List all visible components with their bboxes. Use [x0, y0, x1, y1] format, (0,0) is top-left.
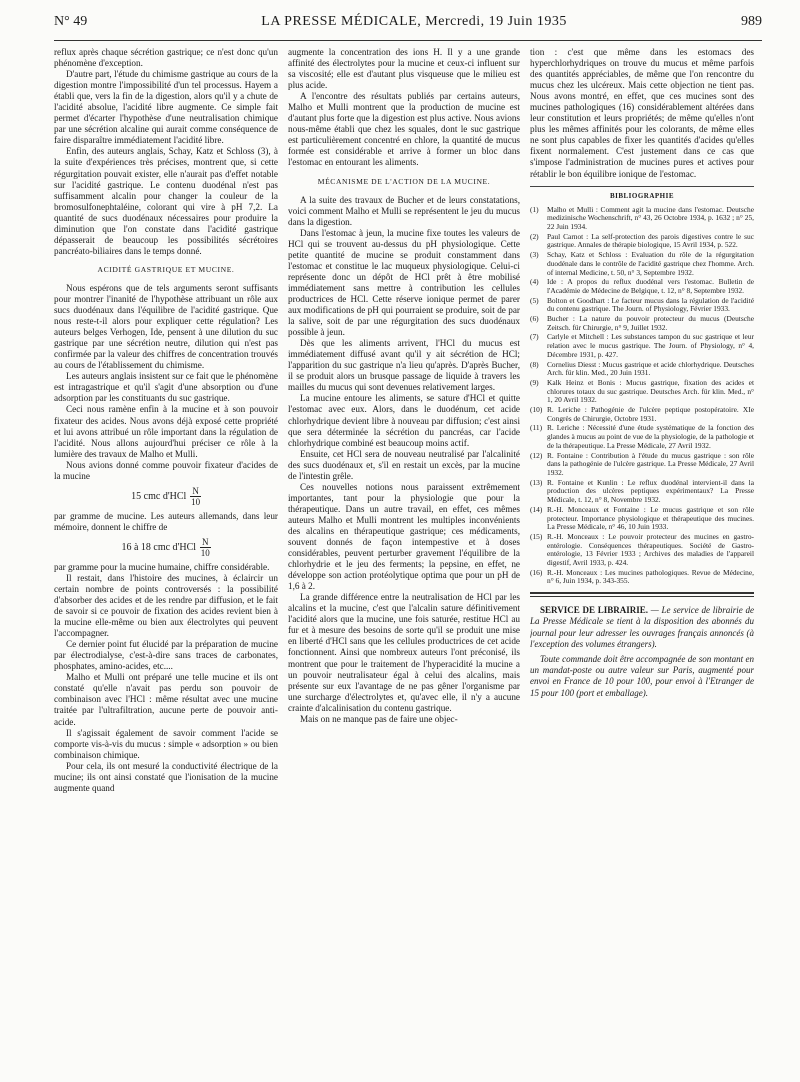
paragraph: par gramme pour la mucine humaine, chiffre considérable.: [54, 561, 270, 572]
bibliography-entry: [530, 297, 754, 314]
bibliography-number: (11): [530, 423, 543, 433]
bibliography-entry: [530, 406, 754, 423]
bibliography-number: (5): [530, 295, 539, 305]
bibliography-number: (8): [530, 359, 539, 369]
bibliography-number: (13): [530, 477, 543, 487]
fraction-denominator: 10: [191, 496, 201, 507]
paragraph: reflux après chaque sécrétion gastrique; ce n'est donc qu'un phénomène d'exception.: [54, 47, 278, 69]
bibliography-number: (2): [530, 231, 539, 241]
bibliography-number: (9): [530, 377, 539, 387]
bibliography-entry: [530, 506, 754, 532]
bibliography-number: (12): [530, 450, 543, 460]
bibliography-entry: [530, 315, 754, 332]
bibliography-entry: [530, 479, 754, 505]
divider: [530, 596, 754, 597]
notice-text: Toute commande doit être accompagnée de son montant en un mandat-poste ou autre valeur sur Paris, augmenté pour envoi en France de 10 pour 100, pour envoi à l'Etranger de 15 pour 100 (port et emballage).: [530, 653, 754, 698]
issue-number: N° 49: [54, 14, 88, 29]
column-3: [530, 47, 754, 1077]
paragraph: tion : c'est que même dans les estomacs des hyperchlorhydriques on trouve du mucus et même parfois des quantités appréciables, de même que l'on rencontre du mucus chez les ulcéreux. Mais cette objection ne tient pas. Nous avons montré, en effet, que ces mucines sont des mucines pathologiques (16) considérablement altérées dans leur constitution et leurs propriétés; de même qu'elles n'ont plus les mêmes affinités pour les colorants, de même elles ne sont plus capables de fixer les quantités d'acides qu'elles fixent normalement. C'est justement dans ce cas que s'impose l'administration de mucines pures et actives pour rétablir le bon équilibre ionique de l'estomac.: [530, 47, 754, 179]
column-1: [54, 47, 278, 1077]
bibliography-number: (6): [530, 314, 539, 324]
paragraph: par gramme de mucine. Les auteurs allemands, dans leur mémoire, donnent le chiffre de: [54, 510, 278, 532]
divider: [530, 592, 754, 594]
bibliography-number: (7): [530, 332, 539, 342]
bibliography-text: Bolton et Goodhart : Le facteur mucus dans la régulation de l'acidité du contenu gastrique. The Journ. of Physiology, Février 1933.: [547, 295, 754, 314]
bibliography-entry: [530, 424, 754, 450]
bibliography-text: R.-H. Monceaux et Fontaine : Le mucus gastrique et son rôle protecteur. Importance physiologique et thérapeutique des mucines. La Presse Médicale, n° 46, 10 Juin 1933.: [547, 504, 754, 532]
paragraph: Pour cela, ils ont mesuré la conductivité électrique de la mucine; ils ont ainsi constaté que l'ionisation de la mucine augmente quand: [54, 760, 278, 793]
formula: [54, 537, 278, 558]
bibliography-text: R. Leriche : Pathogénie de l'ulcère peptique postopératoire. XIe Congrès de Chirurgie, Octobre 1931.: [547, 405, 754, 423]
bibliography-text: Ide : A propos du reflux duodénal vers l'estomac. Bulletin de l'Académie de Médecine de Belgique, t. 12, n° 8, Septembre 1932.: [547, 277, 754, 295]
fraction: [200, 537, 211, 558]
bibliography-entry: [530, 533, 754, 568]
bibliography-list: [530, 206, 754, 587]
bibliography-text: Cornelius Diesst : Mucus gastrique et acide chlorhydrique. Deutsches Arch. für klin. Med., 20 Juin 1931.: [547, 359, 754, 378]
bibliography-text: Paul Carnot : La self-protection des parois digestives contre le suc gastrique. Annales de thérapie biologique, 15 Avril 1934, p. 522.: [547, 231, 754, 250]
paragraph: Dans l'estomac à jeun, la mucine fixe toutes les valeurs de HCl qui se trouvent au-dessus du pH physiologique. Cette petite quantité de mucine se produit constamment dans l'estomac et constitue le lac muqueux physiologique. Celui-ci représente donc un dépôt de HCl prêt à être mobilisé immédiatement sans mettre à contribution les cellules productrices de HCl. Cette réserve ionique permet de parer aux modifications de pH qui pourraient se produire, soit de par la salive, soit de par une régurgitation des sucs duodénaux possible à jeun.: [288, 227, 520, 338]
paragraph: Mais on ne manque pas de faire une objec-: [300, 713, 458, 724]
column-2: [288, 47, 520, 1077]
paragraph: Nous avions donné comme pouvoir fixateur d'acides de la mucine: [54, 459, 278, 481]
bibliography-entry: [530, 333, 754, 359]
library-service-notice: [530, 605, 754, 699]
bibliography-number: (15): [530, 531, 543, 541]
fraction: [190, 486, 201, 507]
bibliography-text: R. Leriche : Nécessité d'une étude systématique de la fonction des glandes à mucus au point de vue de la physiologie, de la pathologie et de la thérapeutique. La Presse Médicale, 27 Avril 1932.: [547, 423, 754, 450]
bibliography-number: (10): [530, 405, 543, 415]
fraction-numerator: N: [192, 485, 199, 496]
page-number: 989: [741, 14, 762, 29]
bibliography-text: R.-H. Monceaux : Le pouvoir protecteur des mucines en gastro-entérologie. Conséquences thérapeutiques. Société de Gastro-entérologie, 13 Février 1933 ; Archives des maladies de l'appareil digestif, Avril 1933, p. 424.: [547, 531, 754, 568]
bibliography-entry: [530, 379, 754, 405]
paragraph: D'autre part, l'étude du chimisme gastrique au cours de la digestion montre l'impossibilité d'un tel processus. Hayem a établi que, vers la fin de la digestion, alors qu'il y a chute de l'acidité absolue, l'acidité libre augmente. Ce simple fait permet d'écarter l'hypothèse d'une neutralisation chimique par une sécrétion alcaline qui aurait comme conséquence de faire disparaître immédiatement l'acidité libre.: [54, 69, 278, 146]
bibliography-number: (16): [530, 567, 543, 577]
paragraph: Malho et Mulli ont préparé une telle mucine et ils ont constaté qu'elle n'avait pas perdu son pouvoir de combinaison avec l'HCl : même résultat avec une mucine traitée par l'ultrafiltration, aucune perte de pouvoir anti-acide.: [54, 672, 278, 727]
bibliography-text: R. Fontaine et Kunlin : Le reflux duodénal intervient-il dans la production des ulcères peptiques expérimentaux? La Presse Médicale, t. 12, n° 8, Novembre 1932.: [547, 477, 754, 505]
paragraph: Enfin, des auteurs anglais, Schay, Katz et Schloss (3), à la suite d'expériences très précises, montrent que, si cette régurgitation pouvait exister, elle n'aurait pas d'effet notable sur l'acidité gastrique. Le contenu duodénal n'est pas suffisamment alcalin pour changer la couleur de la bromosulfonephtaléine, colorant qui vire à pH 7,2. La quantité de sucs duodénaux nécessaires pour produire la diminution que l'on constate dans l'acidité gastrique dépasserait de beaucoup les possibilités sécrétoires pancréato-biliaires dans le temps donné.: [54, 146, 278, 256]
bibliography-entry: [530, 569, 754, 586]
paragraph: augmente la concentration des ions H. Il y a une grande affinité des électrolytes pour la mucine et ceux-ci influent sur sa viscosité; elle est d'autant plus visqueuse que le milieu est plus acide.: [288, 47, 520, 91]
journal-title: LA PRESSE MÉDICALE, Mercredi, 19 Juin 1935: [261, 14, 567, 29]
paragraph: Nous espérons que de tels arguments seront suffisants pour montrer l'inanité de l'hypothèse attribuant un rôle aux sucs duodénaux dans l'équilibre de l'acidité gastrique. Que nous reste-t-il alors pour expliquer cette régulation? Les auteurs belges Verhogen, Ide, pensent à une dilution du suc gastrique par une sécrétion neutre, dilution qui n'est pas confirmée par la valeur des chiffres de concentration trouvés au cours de l'établissement du chimisme.: [54, 282, 278, 371]
bibliography-text: Carlyle et Mitchell : Les substances tampon du suc gastrique et leur relation avec le mucus gastrique. The Journ. of Physiology, n° 4, Décembre 1931, p. 427.: [547, 332, 754, 359]
paragraph: Les auteurs anglais insistent sur ce fait que le phénomène est intragastrique et qu'il s'agit d'une absorption ou d'une adsorption par les constituants du suc gastrique.: [54, 371, 278, 404]
notice-lead: SERVICE DE LIBRAIRIE.: [540, 605, 648, 616]
bibliography-text: Bucher : La nature du pouvoir protecteur du mucus (Deutsche Zeitsch. für Chirurgie, n° 9, Juillet 1932.: [547, 314, 754, 332]
paragraph: La mucine entoure les aliments, se sature d'HCl et quitte l'estomac avec eux. Alors, dans le duodénum, cet acide chlorhydrique devient libre à nouveau par diffusion; c'est ainsi que sera déterminée la sécrétion du pancréas, car l'acide chlorhydrique combiné est beaucoup moins actif.: [288, 393, 520, 448]
bibliography-heading: BIBLIOGRAPHIE: [530, 186, 754, 202]
paragraph: Ceci nous ramène enfin à la mucine et à son pouvoir fixateur des acides. Nous avons déjà exposé cette propriété et lui avons attribué un rôle important dans la régulation de l'acidité. Nous allons aujourd'hui préciser ce rôle à la lumière des travaux de Malho et Mulli.: [54, 404, 278, 459]
paragraph: Dès que les aliments arrivent, l'HCl du mucus est immédiatement diffusé avant qu'il y ait sécrétion de HCl; l'apparition du suc gastrique n'a lieu qu'après. D'après Bucher, il se produit alors un brusque passage de liquide à travers les mailles du mucus qui sont devenues relativement larges.: [288, 338, 520, 393]
paragraph: La grande différence entre la neutralisation de HCl par les alcalins et la mucine, c'est que l'alcalin sature définitivement l'acidité alors que la mucine, une fois saturée, restitue HCl au fur et à mesure des besoins de sorte qu'il se produit une mise en liberté d'HCl sans que les cellules productrices de cet acide fonctionnent. Ainsi que nombreux auteurs l'ont préconisé, ils montrent que pour le traitement de l'hyperacidité la mucine a un pouvoir neutralisateur égal à celui des alcalins, mais présente sur eux l'avantage de ne pas gêner l'organisme par une surcharge d'électrolytes et, qu'avec elle, il n'y a aucune crainte d'alcalinisation du contenu gastrique.: [288, 592, 520, 713]
bibliography-text: R. Fontaine : Contribution à l'étude du mucus gastrique : son rôle dans la pathogénie de l'ulcère gastrique. La Presse Médicale, 27 Avril 1932.: [547, 450, 754, 477]
paragraph: Ces nouvelles notions nous paraissent extrêmement importantes, tant pour la physiologie que pour la thérapeutique. Dans un autre travail, en effet, ces mêmes auteurs Malho et Mulli montrent les multiples inconvénients des alcalins en thérapeutique gastrique; ces médicaments, souvent donnés de façon intempestive et à doses considérables, peuvent perturber gravement l'équilibre de la chlorhydrie et le jeu des ferments; la pepsine, en effet, ne développe son action protéolytique optima que pour un pH de 1,6 à 2.: [288, 481, 520, 592]
notice-text: — Le service de librairie de La Presse Médicale se tient à la disposition des abonnés du journal pour leur adresser les ouvrages français annoncés (à l'exception des volumes étrangers).: [530, 605, 754, 649]
bibliography-number: (14): [530, 504, 543, 514]
paragraph: A l'encontre des résultats publiés par certains auteurs, Malho et Mulli montrent que la production de mucine est d'autant plus forte que la digestion est plus active. Nous avions nous-même établi que chez les squales, dont le suc gastrique est particulièrement concentré en chlore, la quantité de mucus formée est considérable et arrive à former un bloc dans l'estomac en entourant les aliments.: [288, 91, 520, 168]
section-heading: ACIDITÉ GASTRIQUE ET MUCINE.: [97, 264, 235, 274]
bibliography-entry: [530, 278, 754, 295]
bibliography-entry: [530, 206, 754, 232]
bibliography-number: (1): [530, 204, 539, 214]
fraction-denominator: 10: [200, 547, 210, 558]
paragraph: A la suite des travaux de Bucher et de leurs constatations, voici comment Malho et Mulli se représentent le jeu du mucus dans la digestion.: [288, 194, 520, 227]
bibliography-entry: [530, 233, 754, 250]
bibliography-number: (4): [530, 277, 539, 287]
formula-left: 16 à 18 cmc d'HCl: [121, 541, 197, 553]
bibliography-text: R.-H. Monceaux : Les mucines pathologiques. Revue de Médecine, n° 6, Juin 1934, p. 343-355.: [547, 567, 754, 586]
bibliography-text: Kalk Heinz et Bonis : Mucus gastrique, fixation des acides et chlorures totaux du suc gastrique. Deutsches Arch. für klin. Med., n° 1, 20 Avril 1932.: [547, 377, 754, 405]
bibliography-text: Malho et Mulli : Comment agit la mucine dans l'estomac. Deutsche medizinische Wochenschrift, n° 43, 26 Octobre 1934, p. 1632 ; n° 25, 22 Juin 1934.: [547, 204, 754, 232]
paragraph: Ce dernier point fut élucidé par la préparation de mucine par électrodialyse, c'est-à-dire sans traces de carbonates, phosphates, amino-acides, etc....: [54, 639, 278, 672]
bibliography-entry: [530, 251, 754, 277]
bibliography-entry: [530, 452, 754, 478]
paragraph: Il s'agissait également de savoir comment l'acide se comporte vis-à-vis du mucus : simple « adsorption » ou bien combinaison chimique.: [54, 727, 278, 760]
bibliography-text: Schay, Katz et Schloss : Evaluation du rôle de la régurgitation duodénale dans le contrôle de l'acidité gastrique chez l'homme. Arch. of internal Medicine, t. 50, n° 3, Septembre 1932.: [547, 250, 754, 277]
page-header: [54, 14, 762, 41]
formula-left: 15 cmc d'HCl: [131, 490, 187, 502]
bibliography-entry: [530, 361, 754, 378]
fraction-numerator: N: [202, 536, 209, 547]
paragraph: Ensuite, cet HCl sera de nouveau neutralisé par l'alcalinité des sucs duodénaux et, s'il en restait un excès, par la mucine de l'intestin grêle.: [288, 448, 520, 481]
section-heading: MÉCANISME DE L'ACTION DE LA MUCINE.: [317, 176, 491, 186]
formula: [54, 486, 278, 507]
bibliography-number: (3): [530, 250, 539, 260]
paragraph: Il restait, dans l'histoire des mucines, à éclaircir un certain nombre de points controversés : la possibilité d'absorber des acides et de les rendre par diffusion, et le fait de savoir si ce pouvoir de fixation des acides revient bien à la mucine elle-même ou bien aux électrolytes qui peuvent l'accompagner.: [54, 572, 278, 639]
